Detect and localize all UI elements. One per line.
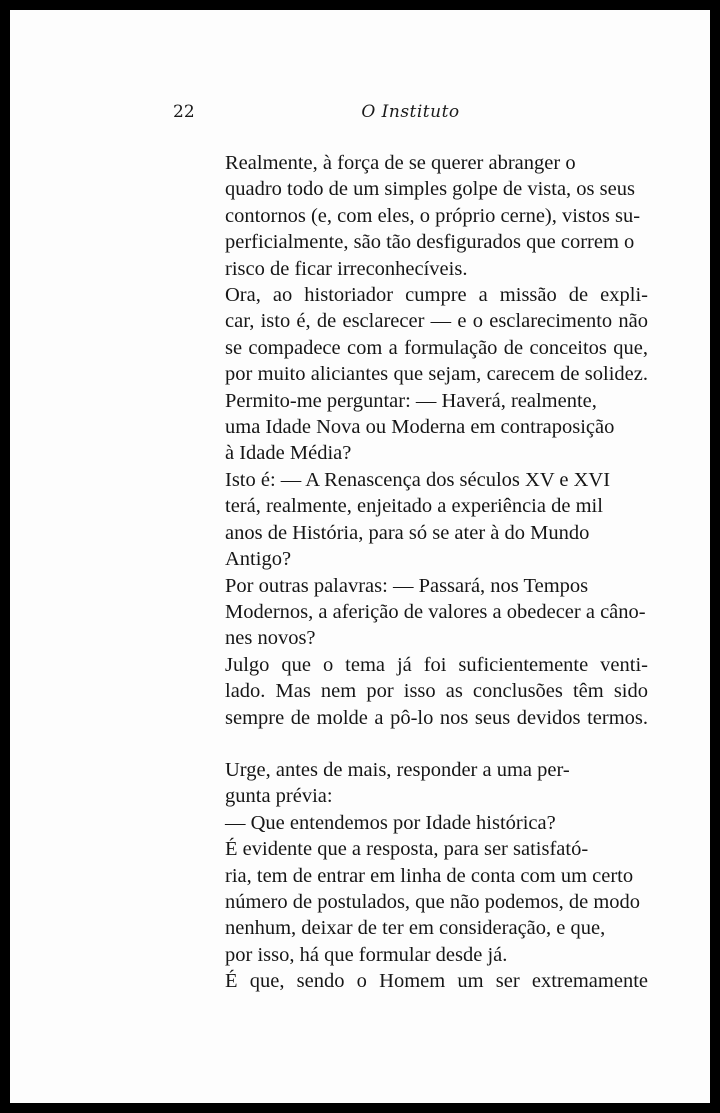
body-text [173,150,648,995]
paragraph [173,150,648,282]
text-line: nes novos? [225,627,316,650]
text-line: nenhum, deixar de ter em consideração, e que, [225,917,606,940]
text-line: — Que entendemos por Idade histórica? [225,811,556,834]
text-line: gunta prévia: [225,785,333,808]
text-line: anos de História, para só se ater à do Mundo [225,521,590,544]
text-line: lado. Mas nem por isso as conclusões têm sido [225,680,648,703]
text-line: contornos (e, com eles, o próprio cerne), vistos su- [225,204,641,227]
paragraph [173,652,648,731]
text-line: Antigo? [225,548,292,571]
text-line: número de postulados, que não podemos, de modo [225,890,641,913]
text-line: Ora, ao historiador cumpre a missão de expli- [225,284,648,307]
text-line: car, isto é, de esclarecer — e o esclarecimento não [225,310,648,333]
text-line: à Idade Média? [225,442,352,465]
text-line: Por outras palavras: — Passará, nos Tempos [225,574,589,597]
running-title: O Instituto [361,102,460,122]
text-line: Modernos, a aferição de valores a obedecer a câno- [225,600,646,623]
paragraph [173,388,648,467]
text-line: risco de ficar irreconhecíveis. [225,257,468,280]
paragraph [173,968,648,994]
text-line: por muito aliciantes que sejam, carecem de solidez. [225,363,648,386]
book-page [10,10,710,1103]
paragraph [173,573,648,652]
paragraph [173,810,648,836]
paragraph [173,836,648,968]
text-line: Urge, antes de mais, responder a uma per- [225,758,570,781]
text-line: perficialmente, são tão desfigurados que correm o [225,231,635,254]
page-number: 22 [173,102,195,122]
paragraph [173,282,648,388]
text-line: Realmente, à força de se querer abranger o [225,152,576,174]
text-line: se compadece com a formulação de conceitos que, [225,336,648,359]
page-header [173,102,648,126]
text-line: ria, tem de entrar em linha de conta com um certo [225,864,634,887]
text-line: É evidente que a resposta, para ser satisfató- [225,838,589,861]
text-line: É que, sendo o Homem um ser extremamente [225,970,648,993]
text-line: por isso, há que formular desde já. [225,943,508,966]
text-line: uma Idade Nova ou Moderna em contraposição [225,416,615,439]
text-line: quadro todo de um simples golpe de vista, os seus [225,178,635,201]
text-line: Isto é: — A Renascença dos séculos XV e XVI [225,468,611,491]
text-line: sempre de molde a pô-lo nos seus devidos termos. [225,706,648,729]
paragraph [173,757,648,810]
paragraph [173,467,648,573]
text-line: Julgo que o tema já foi suficientemente venti- [225,653,648,676]
text-line: terá, realmente, enjeitado a experiência de mil [225,495,603,518]
text-line: Permito-me perguntar: — Haverá, realmente, [225,389,597,412]
